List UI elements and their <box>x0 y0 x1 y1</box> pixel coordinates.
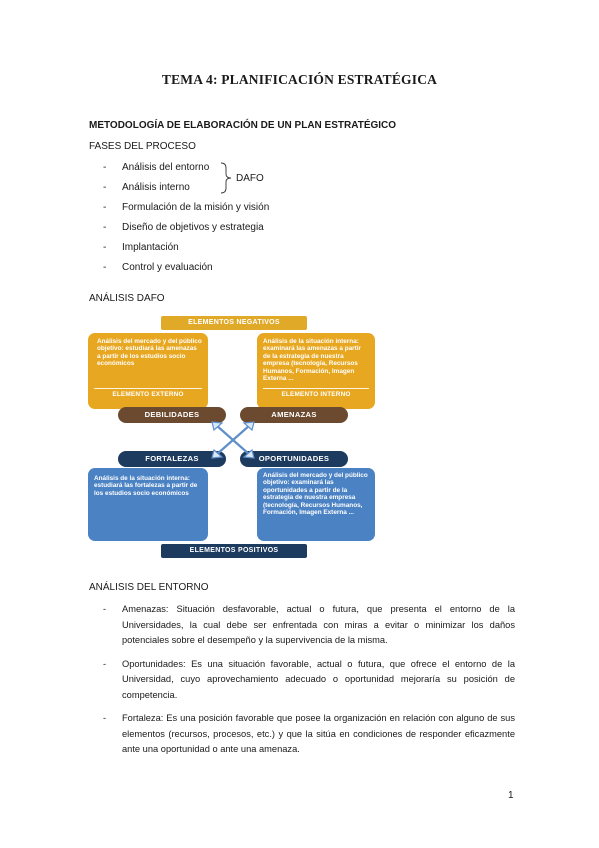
page-number: 1 <box>508 790 514 801</box>
box-text: Análisis de la situación interna: examinará las amenazas a partir de la estrategia de nuestra empresa (tecnología, Recursos Humanos, Formación, Imagen Externa ... <box>263 338 362 383</box>
dafo-diagram <box>88 316 380 562</box>
list-item: - Fortaleza: Es una posición favorable que posee la organización en relación con alguno de sus elementos (recursos, procesos, etc.) y que la sitúa en condiciones de responder eficazmente ante una oportunidad o ante una amenaza. <box>89 711 515 758</box>
entorno-list <box>89 602 515 766</box>
list-item: - Análisis del entorno <box>89 162 269 182</box>
cross-arrows-icon <box>210 420 256 460</box>
list-item: - Control y evaluación <box>89 262 269 282</box>
box-label: ELEMENTO INTERNO <box>263 391 369 398</box>
list-item: - Formulación de la misión y visión <box>89 202 269 222</box>
box-label: ELEMENTO EXTERNO <box>94 391 202 398</box>
list-item: - Análisis interno <box>89 182 269 202</box>
internal-positive-box <box>88 468 208 541</box>
section-heading: METODOLOGÍA DE ELABORACIÓN DE UN PLAN ESTRATÉGICO <box>89 120 397 131</box>
list-item: - Oportunidades: Es una situación favorable, actual o futura, que ofrece el entorno de la Universidad, cuyo aprovechamiento adecuado o oportunidad mejoraría su posición de competencia. <box>89 657 515 704</box>
phases-label: FASES DEL PROCESO <box>89 141 196 152</box>
external-positive-box <box>257 468 375 541</box>
entorno-label: ANÁLISIS DEL ENTORNO <box>89 582 209 593</box>
page-title: TEMA 4: PLANIFICACIÓN ESTRATÉGICA <box>161 72 438 87</box>
box-text: Análisis de la situación interna: estudiará las fortalezas a partir de los estudios socio económicos <box>94 475 198 497</box>
list-item: - Implantación <box>89 242 269 262</box>
box-text: Análisis del mercado y del público objetivo: examinará las oportunidades a partir de la estrategia de nuestra empresa (tecnología, Recursos Humanos, Formación, Imagen Externa ... <box>263 472 368 517</box>
oportunidades-pill: OPORTUNIDADES <box>240 451 348 467</box>
dafo-label: ANÁLISIS DAFO <box>89 293 165 304</box>
debilidades-pill: DEBILIDADES <box>118 407 226 423</box>
negative-elements-band: ELEMENTOS NEGATIVOS <box>161 316 307 330</box>
positive-elements-band: ELEMENTOS POSITIVOS <box>161 544 307 558</box>
external-negative-box <box>88 333 208 409</box>
amenazas-pill: AMENAZAS <box>240 407 348 423</box>
fortalezas-pill: FORTALEZAS <box>118 451 226 467</box>
brace-label: DAFO <box>236 173 264 184</box>
box-text: Análisis del mercado y del público objetivo: estudiará las amenazas a partir de los estudios socio económicos <box>97 338 202 368</box>
list-item: - Amenazas: Situación desfavorable, actual o futura, que presenta el entorno de la Universidades, la cual debe ser enfrentada con miras a evitar o minimizar los daños potenciales sobre el desempeño y la supervivencia de la misma. <box>89 602 515 649</box>
list-item: - Diseño de objetivos y estrategia <box>89 222 269 242</box>
internal-negative-box <box>257 333 375 409</box>
